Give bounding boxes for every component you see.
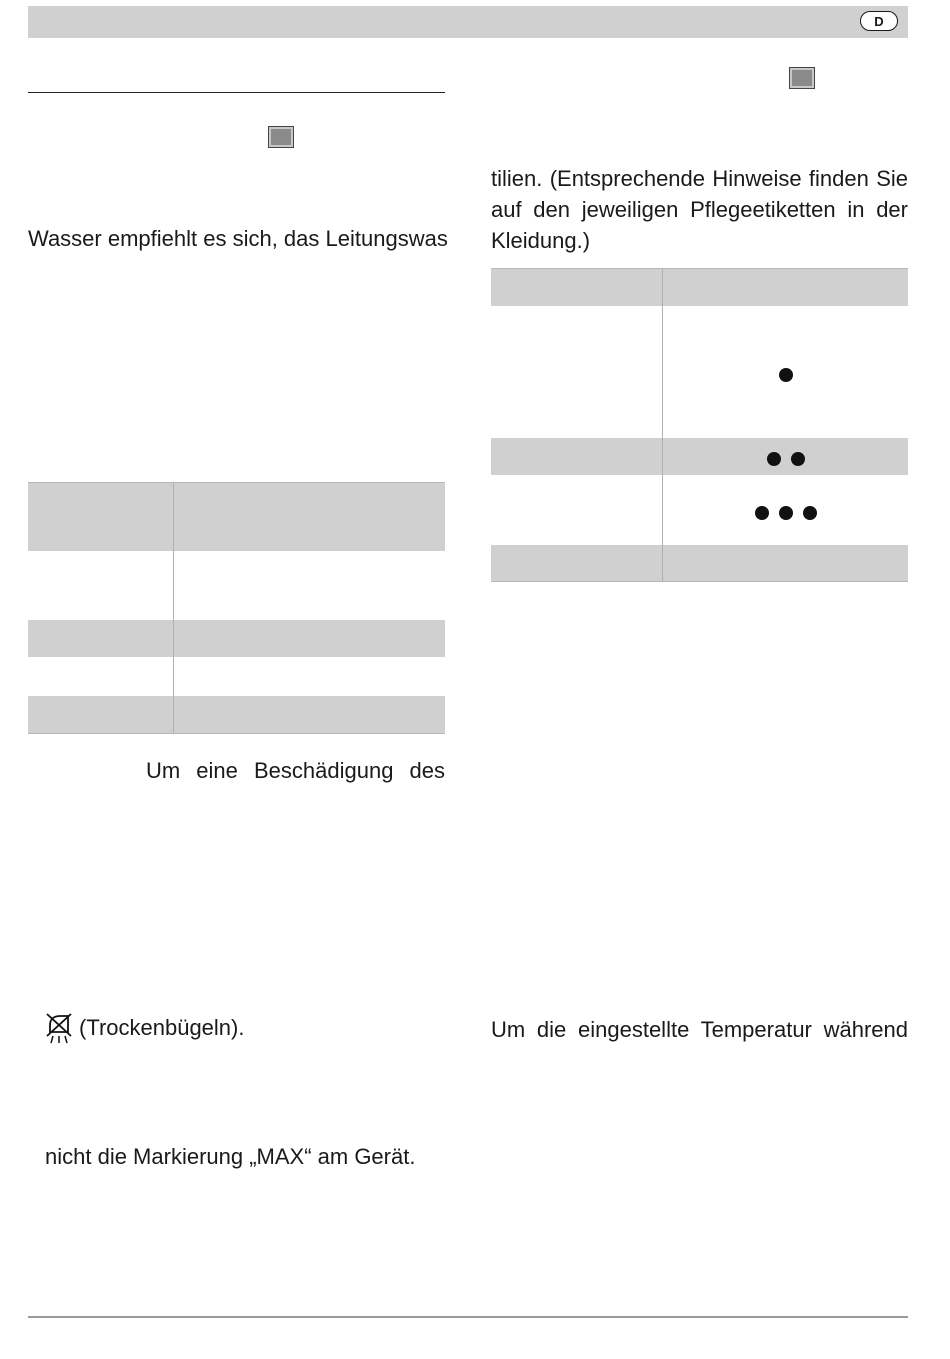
table-row (491, 545, 908, 581)
temperature-dot-icon (755, 506, 769, 520)
iron-no-steam-icon (44, 1010, 74, 1044)
header-bar (28, 6, 908, 38)
section-rule (28, 92, 445, 93)
table-rule (491, 581, 908, 582)
gray-square-icon (789, 67, 815, 89)
footer-rule (28, 1316, 908, 1318)
paragraph-damage: Um eine Beschädigung des (146, 758, 445, 783)
temperature-dot-icon (791, 452, 805, 466)
temperature-dot-icon (767, 452, 781, 466)
text-line: tilien. (Entsprechende Hinweise finden Sie (491, 166, 908, 191)
temperature-dots-2 (663, 452, 908, 466)
table-header-row (491, 269, 908, 306)
paragraph-textiles (491, 163, 908, 256)
temperature-dot-icon (779, 368, 793, 382)
table-column-divider (662, 269, 663, 581)
temperature-dots-3 (663, 506, 908, 520)
text-line: auf den jeweiligen Pflegeetiketten in der (491, 197, 908, 222)
table-rule (28, 733, 445, 734)
language-badge: D (860, 11, 898, 31)
paragraph-temperature: Um die eingestellte Temperatur während (491, 1017, 908, 1042)
temperature-dot-icon (779, 506, 793, 520)
gray-square-icon (268, 126, 294, 148)
table-row (28, 696, 445, 733)
text-line: Kleidung.) (491, 228, 591, 253)
temperature-dots-1 (663, 368, 908, 382)
temperature-dot-icon (803, 506, 817, 520)
paragraph-water: Wasser empfiehlt es sich, das Leitungswas (28, 226, 448, 251)
paragraph-dry-iron: (Trockenbügeln). (79, 1015, 245, 1040)
table-header-row (28, 483, 445, 551)
table-column-divider (173, 483, 174, 733)
paragraph-max: nicht die Markierung „MAX“ am Gerät. (45, 1144, 416, 1169)
table-row (28, 620, 445, 657)
